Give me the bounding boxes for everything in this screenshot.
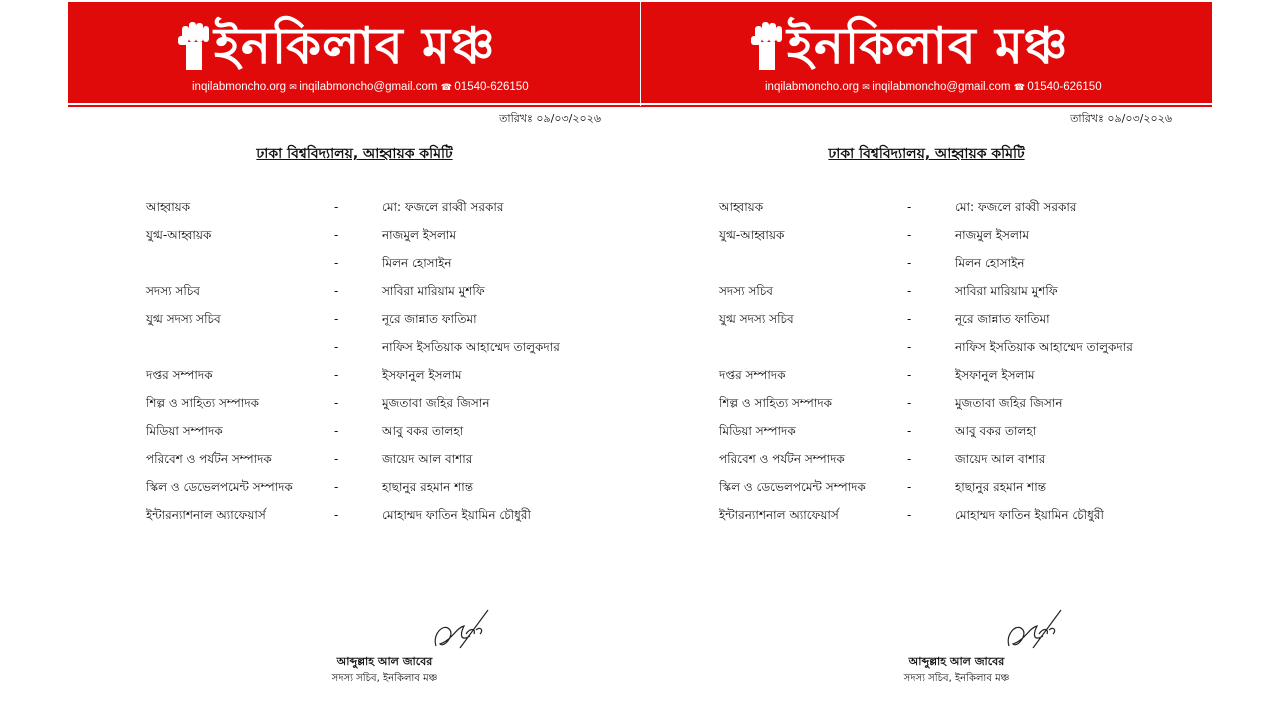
member-name: ইসফানুল ইসলাম	[955, 368, 1035, 382]
position-label: স্কিল ও ডেভেলপমেন্ট সম্পাদক	[719, 480, 866, 494]
member-name: নাফিস ইসতিয়াক আহাম্মেদ তালুকদার	[382, 340, 560, 354]
position-label: পরিবেশ ও পর্যটন সম্পাদক	[719, 452, 845, 466]
header-banner	[641, 2, 1212, 103]
member-name: মুজতাবা জহির জিসান	[382, 396, 490, 410]
committee-row	[641, 501, 1212, 529]
document-date: তারিখঃ ০৯/০৩/২০২৬	[1070, 112, 1172, 125]
member-name: হাছানুর রহমান শান্ত	[955, 480, 1046, 494]
separator-dash: -	[907, 200, 912, 214]
separator-dash: -	[907, 284, 912, 298]
separator-dash: -	[907, 508, 912, 522]
committee-row	[641, 333, 1212, 361]
committee-row	[641, 473, 1212, 501]
committee-row	[68, 305, 641, 333]
position-label: দপ্তর সম্পাদক	[146, 368, 213, 382]
signatory-name: আব্দুল্লাহ আল জাবের	[908, 655, 1005, 668]
position-label: ইন্টারন্যাশনাল অ্যাফেয়ার্স	[719, 508, 839, 522]
signatory-title: সদস্য সচিব, ইনকিলাব মঞ্চ	[331, 673, 438, 684]
committee-row	[68, 277, 641, 305]
member-name: ইসফানুল ইসলাম	[382, 368, 462, 382]
member-name: নাজমুল ইসলাম	[955, 228, 1030, 242]
separator-dash: -	[907, 340, 912, 354]
position-label: যুগ্ম সদস্য সচিব	[146, 312, 221, 326]
phone-icon: ☎	[440, 82, 455, 92]
member-name: মিলন হোসাইন	[955, 256, 1025, 270]
brand-logo-text: ইনকিলাব মঞ্চ	[787, 17, 1069, 75]
member-name: নূরে জান্নাত ফাতিমা	[955, 312, 1050, 326]
separator-dash: -	[334, 508, 339, 522]
document-page-left	[68, 0, 641, 720]
committee-row	[68, 389, 641, 417]
committee-row	[68, 501, 641, 529]
separator-dash: -	[907, 424, 912, 438]
separator-dash: -	[334, 452, 339, 466]
mail-icon: ✉	[862, 82, 873, 92]
member-name: হাছানুর রহমান শান্ত	[382, 480, 473, 494]
position-label: মিডিয়া সম্পাদক	[146, 424, 223, 438]
position-label: আহ্বায়ক	[146, 200, 191, 214]
signatory-title: সদস্য সচিব, ইনকিলাব মঞ্চ	[903, 673, 1010, 684]
committee-row	[641, 361, 1212, 389]
document-title: ঢাকা বিশ্ববিদ্যালয়, আহ্বায়ক কমিটি	[256, 146, 453, 162]
position-label: যুগ্ম-আহ্বায়ক	[146, 228, 212, 242]
member-name: মোহাম্মদ ফাতিন ইয়ামিন চৌধুরী	[382, 508, 531, 522]
position-label: স্কিল ও ডেভেলপমেন্ট সম্পাদক	[146, 480, 293, 494]
position-label: ইন্টারন্যাশনাল অ্যাফেয়ার্স	[146, 508, 266, 522]
member-name: মোহাম্মদ ফাতিন ইয়ামিন চৌধুরী	[955, 508, 1104, 522]
committee-row	[68, 361, 641, 389]
separator-dash: -	[334, 284, 339, 298]
header-rule	[641, 105, 1212, 107]
signature-image	[1003, 604, 1067, 652]
signature-image	[430, 604, 494, 652]
separator-dash: -	[907, 396, 912, 410]
phone-text: 01540-626150	[1027, 81, 1102, 93]
position-label: শিল্প ও সাহিত্য সম্পাদক	[146, 396, 260, 410]
member-name: জায়েদ আল বাশার	[955, 452, 1046, 466]
committee-row	[641, 221, 1212, 249]
member-name: নাফিস ইসতিয়াক আহাম্মেদ তালুকদার	[955, 340, 1133, 354]
contact-line	[192, 80, 529, 94]
member-name: সাবিরা মারিয়াম মুশফি	[382, 284, 485, 298]
document-date: তারিখঃ ০৯/০৩/২০২৬	[499, 112, 601, 125]
separator-dash: -	[907, 228, 912, 242]
separator-dash: -	[334, 256, 339, 270]
separator-dash: -	[334, 396, 339, 410]
committee-row	[641, 305, 1212, 333]
separator-dash: -	[907, 368, 912, 382]
separator-dash: -	[334, 480, 339, 494]
committee-row	[641, 249, 1212, 277]
committee-row	[68, 417, 641, 445]
member-name: মো: ফজলে রাব্বী সরকার	[955, 200, 1077, 214]
position-label: সদস্য সচিব	[146, 284, 200, 298]
separator-dash: -	[334, 200, 339, 214]
committee-row	[68, 445, 641, 473]
mail-icon: ✉	[289, 82, 300, 92]
position-label: সদস্য সচিব	[719, 284, 773, 298]
raised-fist-icon	[176, 16, 212, 70]
document-title: ঢাকা বিশ্ববিদ্যালয়, আহ্বায়ক কমিটি	[828, 146, 1025, 162]
committee-row	[641, 417, 1212, 445]
phone-icon: ☎	[1013, 82, 1028, 92]
separator-dash: -	[334, 368, 339, 382]
separator-dash: -	[334, 424, 339, 438]
brand-logo-text: ইনকিলাব মঞ্চ	[214, 17, 496, 75]
committee-row	[68, 193, 641, 221]
document-page-right	[641, 0, 1212, 720]
member-name: নূরে জান্নাত ফাতিমা	[382, 312, 477, 326]
separator-dash: -	[334, 228, 339, 242]
committee-row	[641, 277, 1212, 305]
committee-row	[68, 473, 641, 501]
header-rule	[68, 105, 641, 107]
position-label: দপ্তর সম্পাদক	[719, 368, 786, 382]
position-label: শিল্প ও সাহিত্য সম্পাদক	[719, 396, 833, 410]
separator-dash: -	[907, 480, 912, 494]
member-name: মুজতাবা জহির জিসান	[955, 396, 1063, 410]
committee-row	[641, 389, 1212, 417]
committee-row	[641, 445, 1212, 473]
member-name: মো: ফজলে রাব্বী সরকার	[382, 200, 504, 214]
email-text: inqilabmoncho@gmail.com	[872, 81, 1011, 93]
member-name: জায়েদ আল বাশার	[382, 452, 473, 466]
contact-line	[765, 80, 1102, 94]
position-label: যুগ্ম সদস্য সচিব	[719, 312, 794, 326]
header-banner	[68, 2, 641, 103]
raised-fist-icon	[749, 16, 785, 70]
position-label: পরিবেশ ও পর্যটন সম্পাদক	[146, 452, 272, 466]
email-text: inqilabmoncho@gmail.com	[299, 81, 438, 93]
member-name: সাবিরা মারিয়াম মুশফি	[955, 284, 1058, 298]
phone-text: 01540-626150	[454, 81, 529, 93]
separator-dash: -	[907, 452, 912, 466]
signatory-name: আব্দুল্লাহ আল জাবের	[336, 655, 433, 668]
member-name: আবু বকর তালহা	[382, 424, 464, 438]
position-label: আহ্বায়ক	[719, 200, 764, 214]
position-label: মিডিয়া সম্পাদক	[719, 424, 796, 438]
committee-row	[68, 221, 641, 249]
member-name: মিলন হোসাইন	[382, 256, 452, 270]
website-text: inqilabmoncho.org	[765, 81, 859, 93]
member-name: আবু বকর তালহা	[955, 424, 1037, 438]
position-label: যুগ্ম-আহ্বায়ক	[719, 228, 785, 242]
committee-row	[641, 193, 1212, 221]
separator-dash: -	[334, 312, 339, 326]
separator-dash: -	[907, 256, 912, 270]
member-name: নাজমুল ইসলাম	[382, 228, 457, 242]
committee-row	[68, 249, 641, 277]
separator-dash: -	[907, 312, 912, 326]
website-text: inqilabmoncho.org	[192, 81, 286, 93]
committee-row	[68, 333, 641, 361]
separator-dash: -	[334, 340, 339, 354]
